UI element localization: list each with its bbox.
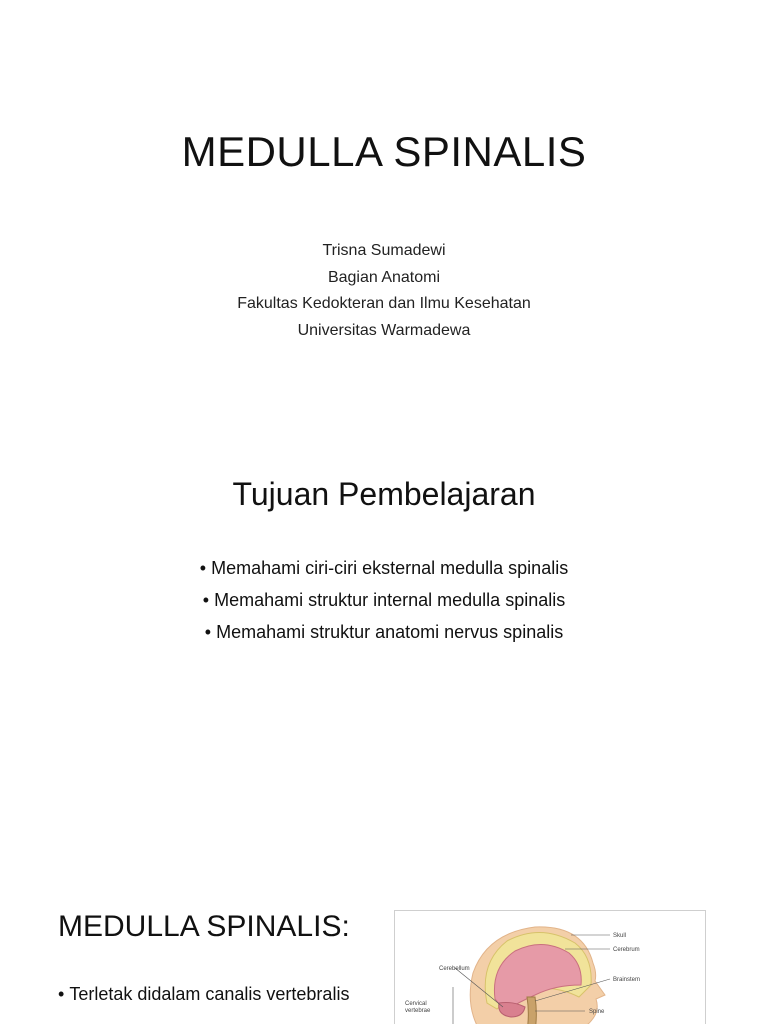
author-info <box>0 238 768 344</box>
label-brainstem: Brainstem <box>613 977 641 983</box>
label-cerebrum: Cerebrum <box>613 947 640 953</box>
section-title: MEDULLA SPINALIS: <box>58 910 350 943</box>
presentation-title: MEDULLA SPINALIS <box>181 128 587 175</box>
label-spine: Spine <box>589 1009 605 1015</box>
objectives-title: Tujuan Pembelajaran <box>232 476 536 512</box>
head-spine-illustration <box>395 911 705 1024</box>
objectives-list <box>0 552 768 648</box>
content-bullet: • Terletak didalam canalis vertebralis <box>58 982 358 1006</box>
label-vertebrae: vertebrae <box>405 1008 431 1014</box>
author-faculty: Fakultas Kedokteran dan Ilmu Kesehatan <box>237 295 531 312</box>
label-cervical: Cervical <box>405 1001 427 1007</box>
objective-item: • Memahami ciri-ciri eksternal medulla spinalis <box>0 552 768 584</box>
author-department: Bagian Anatomi <box>327 268 441 286</box>
anatomy-figure <box>394 910 706 1024</box>
objective-item: • Memahami struktur anatomi nervus spinalis <box>0 616 768 648</box>
label-cerebellum: Cerebellum <box>439 966 470 972</box>
author-university: Universitas Warmadewa <box>297 321 471 339</box>
label-skull: Skull <box>613 933 627 939</box>
title-slide <box>0 0 768 420</box>
content-slide <box>0 858 768 1024</box>
author-name: Trisna Sumadewi <box>322 242 446 259</box>
objectives-slide <box>0 424 768 854</box>
content-bullet-list <box>58 982 358 1006</box>
objective-item: • Memahami struktur internal medulla spinalis <box>0 584 768 616</box>
